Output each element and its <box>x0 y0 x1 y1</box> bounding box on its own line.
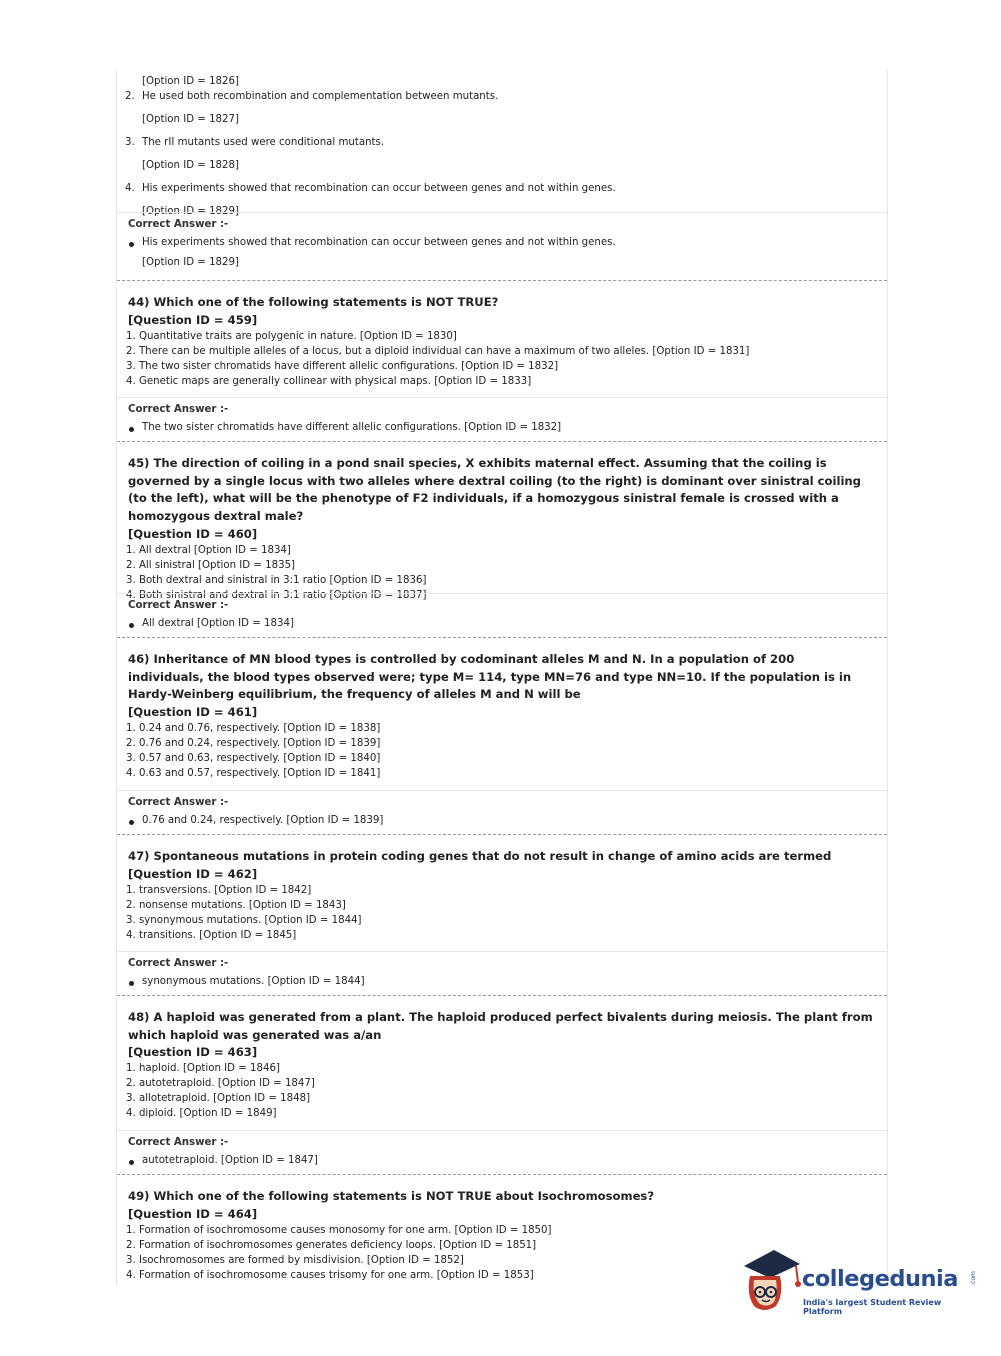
option-item: 4. transitions. [Option ID = 1845] <box>126 929 297 941</box>
answer-item: autotetraploid. [Option ID = 1847] <box>117 1155 887 1166</box>
question-text: 44) Which one of the following statements is NOT TRUE? <box>128 295 499 309</box>
option-item: 3. The two sister chromatids have different allelic configurations. [Option ID = 1832] <box>126 360 559 372</box>
question-id: [Question ID = 464] <box>128 1206 258 1221</box>
divider <box>117 397 887 398</box>
question-separator <box>117 280 887 281</box>
question-47 <box>117 848 887 943</box>
collegedunia-logo <box>740 1248 980 1318</box>
question-text: 46) Inheritance of MN blood types is controlled by codominant alleles M and N. In a population of 200 individuals, the blood types observed were; type M= 114, type MN=76 and type NN=10. If the population is in Hardy-Weinberg equilibrium, the frequency of alleles M and N will be <box>128 652 852 702</box>
question-separator <box>117 1174 887 1175</box>
bullet-icon <box>129 981 134 986</box>
correct-answer <box>117 958 887 987</box>
correct-answer <box>117 404 887 433</box>
question-paper-page <box>116 70 888 1286</box>
correct-answer-label: Correct Answer :- <box>128 404 229 415</box>
question-text: 47) Spontaneous mutations in protein coding genes that do not result in change of amino acids are termed <box>128 849 832 863</box>
option-item: 3. synonymous mutations. [Option ID = 1844] <box>126 914 362 926</box>
option-item: 1. 0.24 and 0.76, respectively. [Option ID = 1838] <box>126 723 381 735</box>
correct-answer-label: Correct Answer :- <box>128 219 229 230</box>
correct-answer-label: Correct Answer :- <box>128 1137 229 1148</box>
option-item: 4. Both sinistral and dextral in 3:1 ratio [Option ID = 1837] <box>126 589 427 601</box>
answer-item: His experiments showed that recombination can occur between genes and not within genes. <box>117 237 887 248</box>
option-item: 4. 0.63 and 0.57, respectively. [Option ID = 1841] <box>126 768 381 780</box>
option-item: 2. nonsense mutations. [Option ID = 1843] <box>126 899 346 911</box>
correct-answer <box>117 797 887 826</box>
answer-item: All dextral [Option ID = 1834] <box>117 618 887 629</box>
question-46 <box>117 651 887 781</box>
option-item: 2. autotetraploid. [Option ID = 1847] <box>126 1078 315 1090</box>
option-list <box>117 1061 887 1121</box>
logo-wordmark: collegedunia <box>802 1266 958 1292</box>
correct-answer-label: Correct Answer :- <box>128 958 229 969</box>
question-id: [Question ID = 460] <box>128 526 258 541</box>
option-item: 1. transversions. [Option ID = 1842] <box>126 884 312 896</box>
logo-domain: .com <box>969 1271 977 1286</box>
divider <box>117 593 887 594</box>
option-id: [Option ID = 1829] <box>142 206 239 217</box>
correct-answer <box>117 219 887 268</box>
option-item: 3. Both dextral and sinistral in 3:1 ratio [Option ID = 1836] <box>126 574 427 586</box>
bullet-icon <box>129 242 134 247</box>
option-item: 2. All sinistral [Option ID = 1835] <box>126 559 296 571</box>
question-id: [Question ID = 459] <box>128 312 258 327</box>
option-id: [Option ID = 1826] <box>142 76 239 87</box>
question-text: 49) Which one of the following statements is NOT TRUE about Isochromosomes? <box>128 1189 655 1203</box>
option-list <box>117 329 887 389</box>
logo-tagline: India's largest Student Review Platform <box>803 1298 942 1316</box>
mascot-icon <box>740 1248 802 1318</box>
correct-answer-label: Correct Answer :- <box>128 797 229 808</box>
option-list <box>117 883 887 943</box>
option-id: [Option ID = 1827] <box>142 114 239 125</box>
divider <box>117 1130 887 1131</box>
bullet-icon <box>129 1160 134 1165</box>
option-id: [Option ID = 1829] <box>142 257 239 268</box>
previous-options <box>117 74 887 227</box>
option-item: 1. Quantitative traits are polygenic in nature. [Option ID = 1830] <box>126 330 457 342</box>
question-separator <box>117 834 887 835</box>
divider <box>117 790 887 791</box>
question-text: 45) The direction of coiling in a pond snail species, X exhibits maternal effect. Assuming that the coiling is governed by a single locus with two alleles where dextral coiling (to the right) is dominant over sinistral coiling (to the left), what will be the phenotype of F2 individuals, if a homozygous sinistral female is crossed with a homozygous dextral male? <box>128 456 861 524</box>
bullet-icon <box>129 623 134 628</box>
option-item: 2. There can be multiple alleles of a locus, but a diploid individual can have a maximum of two alleles. [Option ID = 1831] <box>126 345 750 357</box>
option-id: [Option ID = 1828] <box>142 160 239 171</box>
option-item: 2. Formation of isochromosomes generates deficiency loops. [Option ID = 1851] <box>126 1239 537 1251</box>
divider <box>117 951 887 952</box>
answer-item: 0.76 and 0.24, respectively. [Option ID = 1839] <box>117 815 887 826</box>
option-item: 2. 0.76 and 0.24, respectively. [Option ID = 1839] <box>126 738 381 750</box>
question-separator <box>117 441 887 442</box>
option-item: 3. 0.57 and 0.63, respectively. [Option ID = 1840] <box>126 753 381 765</box>
question-48 <box>117 1009 887 1121</box>
correct-answer <box>117 600 887 629</box>
question-text: 48) A haploid was generated from a plant. The haploid produced perfect bivalents during meiosis. The plant from which haploid was generated was a/an <box>128 1010 873 1042</box>
option-item: 3. allotetraploid. [Option ID = 1848] <box>126 1093 311 1105</box>
bullet-icon <box>129 820 134 825</box>
correct-answer <box>117 1137 887 1166</box>
question-separator <box>117 995 887 996</box>
question-45 <box>117 455 887 603</box>
option-item: 1. Formation of isochromosome causes monosomy for one arm. [Option ID = 1850] <box>126 1224 552 1236</box>
question-id: [Question ID = 462] <box>128 866 258 881</box>
correct-answer-label: Correct Answer :- <box>128 600 229 611</box>
option-item: 3. Isochromosomes are formed by misdivision. [Option ID = 1852] <box>126 1254 464 1266</box>
option-item: 3. The rII mutants used were conditional mutants. <box>125 137 385 148</box>
option-item: 4. Formation of isochromosome causes trisomy for one arm. [Option ID = 1853] <box>126 1269 534 1281</box>
divider <box>117 212 887 213</box>
bullet-icon <box>129 427 134 432</box>
question-id: [Question ID = 461] <box>128 705 258 720</box>
question-separator <box>117 637 887 638</box>
answer-item: The two sister chromatids have different allelic configurations. [Option ID = 1832] <box>117 422 887 433</box>
option-item: 1. haploid. [Option ID = 1846] <box>126 1063 280 1075</box>
option-item: 4. Genetic maps are generally collinear with physical maps. [Option ID = 1833] <box>126 375 532 387</box>
option-list <box>117 721 887 781</box>
question-44 <box>117 294 887 389</box>
option-item: 4. His experiments showed that recombination can occur between genes and not within genes. <box>125 183 616 194</box>
question-id: [Question ID = 463] <box>128 1045 258 1060</box>
option-item: 2. He used both recombination and complementation between mutants. <box>125 91 499 102</box>
option-item: 4. diploid. [Option ID = 1849] <box>126 1108 277 1120</box>
answer-item: synonymous mutations. [Option ID = 1844] <box>117 976 887 987</box>
option-item: 1. All dextral [Option ID = 1834] <box>126 544 291 556</box>
